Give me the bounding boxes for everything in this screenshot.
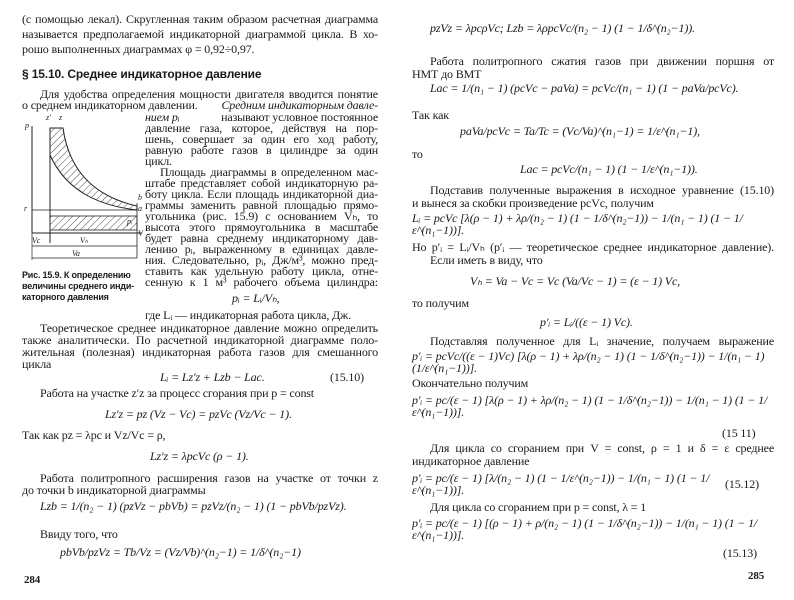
text-line: также аналитически. По расчетной индикаторной диаграмме поло-	[22, 333, 378, 347]
equation-number: (15.10)	[330, 370, 364, 384]
text-line: граммы заменить равной площадью прямо-	[145, 198, 378, 212]
formula-pi-2: p′ᵢ = pcVc/((ε − 1)Vc) [λ(ρ − 1) + λρ/(n₂ − 1) (1 − 1/δ^(n₂−1)) − 1/(n₁ − 1) (1/ε^(n₁−1))].	[412, 349, 765, 375]
text-line: называется предполагаемой индикаторной диаграммой цикла. В хо-	[22, 27, 378, 41]
formula-li: Lᵢ = pcVc [λ(ρ − 1) + λρ/(n₂ − 1) (1 − 1/δ^(n₂−1)) − 1/(n₁ − 1) (1 − 1/ε^(n₁−1))].	[412, 211, 743, 237]
text-line: Теоретическое среднее индикаторное давление можно определить	[40, 321, 378, 335]
text-line: цикла	[22, 357, 52, 371]
equation-15-10: Lᵢ = Lz′z + Lzb − Lac.	[160, 370, 265, 384]
text-line: Площадь диаграммы в определенном мас-	[160, 165, 378, 179]
text-line: будет равна среднему индикаторному дав-	[145, 231, 378, 245]
page-number: 285	[748, 570, 765, 582]
text-line: и вынеся за скобки произведение pcVc, получим	[412, 196, 654, 210]
formula-ratio: pbVb/pzVz = Tb/Vz = (Vz/Vb)^(n₂−1) = 1/δ^(n₂−1)	[60, 545, 301, 559]
figure-label: r	[24, 204, 27, 213]
text-line: Ввиду того, что	[40, 527, 118, 541]
text-line: Для удобства определения мощности двигателя вводится понятие	[40, 87, 378, 101]
figure-label: b	[138, 193, 142, 202]
formula-top: pzVz = λpcρVc; Lzb = λρpcVc/(n₂ − 1) (1 − 1/δ^(n₂−1)).	[430, 21, 695, 35]
formula-lzz-2: Lz′z = λpcVc (ρ − 1).	[150, 449, 249, 463]
hatched-mean-pressure-rect	[50, 216, 137, 230]
formula-lzb: Lzb = 1/(n₂ − 1) (pzVz − pbVb) = pzVz/(n₂ − 1) (1 − pbVb/pzVz).	[40, 499, 347, 513]
figure-label: a	[138, 204, 142, 213]
figure-caption-line: величины среднего инди-	[22, 281, 134, 291]
text-line: угольника (рис. 15.9) с основанием Vₕ, то	[145, 209, 378, 223]
figure-caption-line: Рис. 15.9. К определению	[22, 270, 131, 280]
equation-number: (15 11)	[722, 426, 756, 440]
formula-15-12: p′ᵢ = pc/(ε − 1) [λ/(n₂ − 1) (1 − 1/ε^(n₂−1)) − 1/(n₁ − 1) (1 − 1/ε^(n₁−1))].	[412, 471, 710, 497]
text-line: Так как pz = λpc и Vz/Vc = ρ,	[22, 428, 166, 442]
definition-term: нием pᵢ	[145, 110, 180, 124]
text-line: то получим	[412, 296, 469, 310]
figure-label: Va	[72, 249, 80, 258]
figure-caption-line: каторного давления	[22, 292, 109, 302]
text-span: о среднем индикаторном давлении.	[22, 98, 198, 112]
text-line: индикаторное давление	[412, 454, 530, 468]
figure-label: Vₕ	[80, 236, 88, 245]
indicator-diagram-figure	[22, 118, 142, 268]
text-line: то	[412, 147, 423, 161]
text-line: цикл.	[145, 154, 172, 168]
formula-15-11: p′ᵢ = pc/(ε − 1) [λ(ρ − 1) + λρ/(n₂ − 1) (1 − 1/δ^(n₂−1)) − 1/(n₁ − 1) (1 − 1/ε^(n₁−1))].	[412, 393, 768, 419]
figure-label: p	[25, 121, 29, 130]
text-line: Для цикла со сгоранием при p = const, λ = 1	[430, 500, 647, 514]
text-line: Но p′ᵢ = Lᵢ/Vₕ (p′ᵢ — теоретическое среднее индикаторное давление).	[412, 240, 774, 254]
formula-lac-2: Lac = pcVc/(n₁ − 1) (1 − 1/ε^(n₁−1)).	[520, 162, 698, 176]
equation-number: (15.13)	[723, 546, 757, 560]
section-heading: § 15.10. Среднее индикаторное давление	[22, 67, 262, 81]
figure-label: z′	[46, 113, 51, 122]
text-line: давление газа, которое, действуя на пор-	[145, 121, 378, 135]
formula-15-13: p′ᵢ = pc/(ε − 1) [(ρ − 1) + ρ/(n₂ − 1) (1 − 1/δ^(n₂−1)) − 1/(n₁ − 1) (1 − 1/ε^(n₁−1))].	[412, 516, 758, 542]
text-line: штабе представляет собой индикаторную ра-	[145, 176, 378, 190]
text-span: называют условное постоянное	[221, 110, 378, 124]
formula-lac: Lac = 1/(n₁ − 1) (pcVc − paVa) = pcVc/(n₁ − 1) (1 − paVa/pcVc).	[430, 81, 739, 95]
text-line: рошо выполненных диаграммах φ = 0,92÷0,97.	[22, 42, 255, 56]
figure-label: z	[59, 113, 62, 122]
text-line: сенную к 1 м³ рабочего объема цилиндра:	[145, 275, 378, 289]
text-line: равную работе газов в цилиндре за один	[145, 143, 378, 157]
text-line: Подставив полученные выражения в исходное уравнение (15.10)	[430, 183, 774, 197]
figure-label: Vc	[32, 236, 41, 245]
text-line: Окончательно получим	[412, 376, 529, 390]
formula-vh: Vₕ = Va − Vc = Vc (Va/Vc − 1) = (ε − 1) Vc,	[470, 274, 680, 288]
figure-label: pᵢ	[127, 217, 132, 226]
figure-label: V	[138, 229, 143, 238]
page-number: 284	[24, 574, 41, 586]
formula-mean-pressure: pᵢ = Lᵢ/Vₕ,	[232, 291, 280, 305]
hatched-cycle-area	[50, 128, 137, 210]
equation-number: (15.12)	[725, 477, 759, 491]
formula-pi-1: p′ᵢ = Lᵢ/((ε − 1) Vc).	[540, 315, 633, 329]
text-line: Работа на участке z′z за процесс сгорания при p = const	[40, 386, 314, 400]
text-line: жительная (полезная) индикаторная работа газов для смешанного	[22, 345, 378, 359]
text-line: (с помощью лекал). Скругленная таким образом расчетная диаграмма	[22, 12, 378, 26]
text-line: где Lᵢ — индикаторная работа цикла, Дж.	[145, 308, 352, 322]
text-line: Так как	[412, 108, 449, 122]
text-line: ставить как удельную работу цикла, отне-	[145, 264, 378, 278]
text-line: ния. Следовательно, pᵢ, Дж/м³, можно пред-	[145, 253, 378, 267]
text-line: НМТ до ВМТ	[412, 67, 482, 81]
formula-lzz: Lz′z = pz (Vz − Vc) = pzVc (Vz/Vc − 1).	[105, 407, 292, 421]
text-line: Подставляя полученное для Lᵢ значение, получаем выражение	[430, 334, 774, 348]
text-line: Для цикла со сгоранием при V = const, ρ = 1 и δ = ε среднее	[430, 441, 774, 455]
text-line: до точки b индикаторной диаграммы	[22, 483, 206, 497]
text-line: лению pᵢ, выраженному в единицах давле-	[145, 242, 378, 256]
text-line: Если иметь в виду, что	[430, 253, 543, 267]
text-line: Работа политропного сжатия газов при движении поршня от	[430, 54, 774, 68]
formula-ratio: paVa/pcVc = Ta/Tc = (Vc/Va)^(n₁−1) = 1/ε^(n₁−1),	[460, 124, 700, 138]
text-line: Работа политропного расширения газов на участке от точки z	[40, 471, 378, 485]
definition-term: Средним индикаторным давле-	[221, 98, 378, 112]
text-line: боту цикла. Если площадь индикаторной диа-	[145, 187, 378, 201]
text-line: шень, совершает за один его ход работу,	[145, 132, 378, 146]
text-line: высота этого прямоугольника в масштабе	[145, 220, 378, 234]
